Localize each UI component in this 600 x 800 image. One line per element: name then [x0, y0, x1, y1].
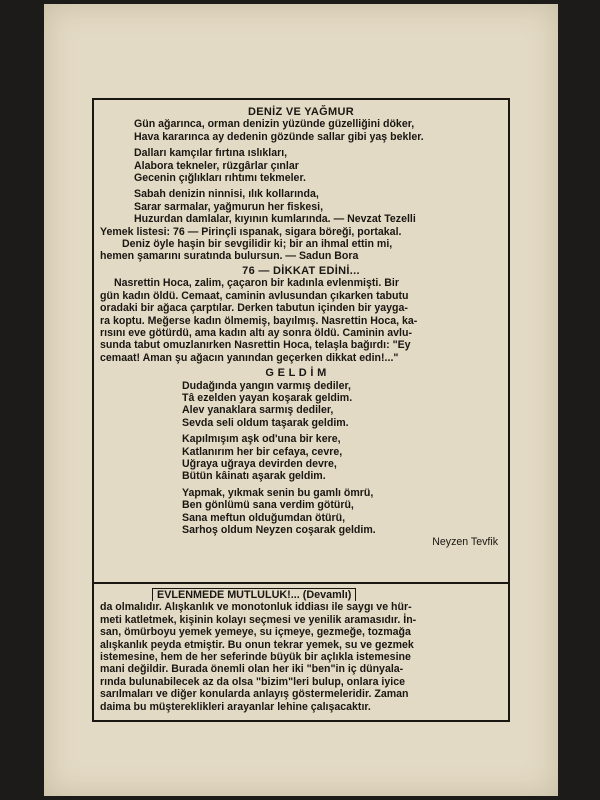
menu-line: Yemek listesi: 76 — Pirinçli ıspanak, sigara böreği, portakal. [100, 225, 402, 238]
quote-line: hemen şamarını suratında bulursun. — Sadun Bora [100, 250, 359, 263]
story-line: cemaat! Aman şu ağacın yanından geçerken dikkat edin!..." [100, 351, 399, 364]
poem-line: Katlanırım her bir cefaya, cevre, [182, 445, 343, 458]
article-line: mani değildir. Burada önemli olan her iki "ben"in iç dünyala- [100, 663, 404, 676]
poem-title-deniz: DENİZ VE YAĞMUR [248, 106, 354, 118]
story-line: ra koptu. Meğerse kadın ölmemiş, bayılmış. Nasrettin Hoca, ka- [100, 314, 418, 327]
text-frame [92, 98, 510, 722]
poem-line: Uğraya uğraya devirden devre, [182, 457, 337, 470]
poem-deniz [100, 118, 502, 225]
poem-line: Alabora tekneler, rüzgârlar çınlar [134, 159, 299, 172]
story-line: Nasrettin Hoca, zalim, çaçaron bir kadınla evlenmişti. Bir [114, 277, 399, 290]
poem-line: Kapılmışım aşk od'una bir kere, [182, 433, 341, 446]
poem-line: Sarar sarmalar, yağmurun her fiskesi, [134, 200, 324, 213]
poem-title-geldim: G E L D İ M [265, 367, 327, 380]
poem-author: Neyzen Tevfik [432, 536, 498, 549]
story-line: sunda tabut omuzlanırken Nasrettin Hoca, telaşla bağırdı: "Ey [100, 339, 411, 352]
poem-line: Dudağında yangın varmış dediler, [182, 379, 351, 392]
poem-line: Sana meftun olduğumdan ötürü, [182, 511, 346, 524]
page-content [100, 106, 502, 713]
article-line: alışkanlık peyda etmiştir. Bu onun tekrar yemek, su ve gezmek [100, 638, 414, 651]
poem-line: Sevda seli oldum taşarak geldim. [182, 416, 349, 429]
article-line: sarılmaları ve diğer konularda anlayış göstermeleridir. Zaman [100, 688, 409, 701]
quote-line: Deniz öyle haşin bir sevgilidir ki; bir an ihmal ettin mi, [122, 238, 393, 251]
story-title: 76 — DİKKAT EDİNİ... [242, 264, 360, 277]
poem-line: Ben gönlümü sana verdim götürü, [182, 499, 354, 512]
article-line: rında bulunabilecek az da olsa "bizim"leri bulup, onlara iyice [100, 675, 405, 688]
poem-line: Gün ağarınca, orman denizin yüzünde güzelliğini döker, [134, 118, 415, 131]
poem-geldim [100, 380, 502, 537]
poem-line: Yapmak, yıkmak senin bu gamlı ömrü, [182, 486, 374, 499]
story-line: gün kadın öldü. Cemaat, caminin avlusundan çıkarken tabutu [100, 289, 409, 302]
article-line: da olmalıdır. Alışkanlık ve monotonluk iddiası ile saygı ve hür- [100, 601, 412, 614]
poem-line: Alev yanaklara sarmış dediler, [182, 404, 334, 417]
article-line: san, ömürboyu yemek yemeye, su içmeye, gezmeğe, tozmağa [100, 626, 411, 639]
poem-line: Huzurdan damlalar, kıyının kumlarında. — Nevzat Tezelli [134, 213, 416, 226]
poem-line: Tâ ezelden yayan koşarak geldim. [182, 391, 353, 404]
article-line: daima bu müştereklikleri arayanlar lehine çalışacaktır. [100, 700, 371, 713]
book-page [44, 4, 558, 796]
article-box [94, 582, 508, 713]
article-title: EVLENMEDE MUTLULUK!... (Devamlı) [152, 588, 356, 601]
poem-line: Gecenin çığlıkları rıhtımı tekmeler. [134, 172, 306, 185]
poem-line: Sabah denizin ninnisi, ılık kollarında, [134, 188, 319, 201]
article-line: meti katletmek, kişinin kolayı seçmesi ve yenilik aramasıdır. İn- [100, 613, 417, 626]
story-line: oradaki bir ağaca çarptılar. Derken tabutun içinden bir yayga- [100, 302, 408, 315]
poem-line: Dalları kamçılar fırtına ıslıkları, [134, 147, 288, 160]
story-line: rısını eve götürdü, ama kadın altı ay sonra öldü. Caminin avlu- [100, 326, 412, 339]
story-body [100, 277, 502, 364]
poem-line: Hava kararınca ay dedenin gözünde sallar gibi yaş bekler. [134, 130, 424, 143]
poem-line: Bütün kâinatı aşarak geldim. [182, 470, 326, 483]
poem-line: Sarhoş oldum Neyzen coşarak geldim. [182, 524, 376, 536]
article-line: istemesine, hem de her seferinde büyük bir açlıkla istemesine [100, 651, 411, 664]
